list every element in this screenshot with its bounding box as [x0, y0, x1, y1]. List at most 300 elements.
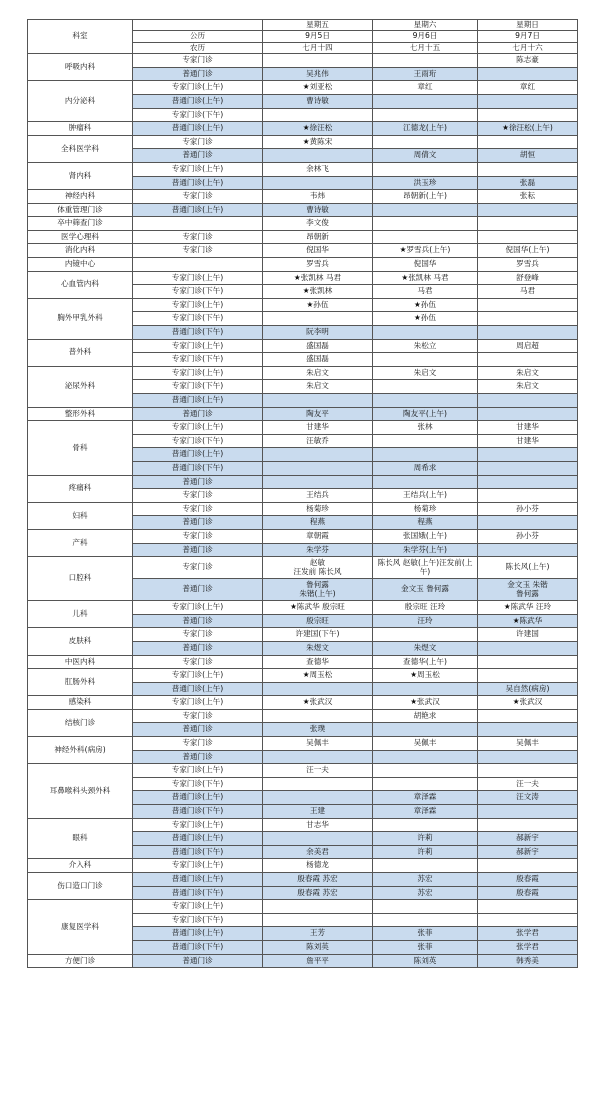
doctor-cell: 吴自然(病房)	[478, 682, 578, 696]
department-name: 呼吸内科	[28, 54, 133, 81]
doctor-cell	[478, 641, 578, 655]
department-name: 肛肠外科	[28, 669, 133, 696]
department-name: 方便门诊	[28, 954, 133, 968]
doctor-cell: 朱启文	[478, 380, 578, 394]
doctor-cell	[373, 434, 478, 448]
table-row	[28, 669, 578, 683]
doctor-cell	[263, 312, 373, 326]
doctor-cell: 张学君	[478, 940, 578, 954]
clinic-type: 专家门诊(下午)	[133, 312, 263, 326]
department-name: 内分泌科	[28, 81, 133, 122]
doctor-cell	[478, 326, 578, 340]
doctor-cell	[373, 326, 478, 340]
doctor-cell	[478, 394, 578, 408]
doctor-cell: 吴兆伟	[263, 67, 373, 81]
department-name: 神经内科	[28, 190, 133, 204]
date-sun: 9月7日	[478, 31, 578, 42]
clinic-type: 普通门诊	[133, 614, 263, 628]
doctor-cell	[478, 298, 578, 312]
clinic-type: 专家门诊	[133, 628, 263, 642]
weekday-sat: 星期六	[373, 20, 478, 31]
doctor-cell	[478, 448, 578, 462]
date-sat: 9月6日	[373, 31, 478, 42]
doctor-cell	[373, 764, 478, 778]
doctor-cell: 程燕	[373, 516, 478, 530]
doctor-cell: 许莉	[373, 845, 478, 859]
lunar-fri: 七月十四	[263, 42, 373, 53]
clinic-type: 专家门诊(下午)	[133, 777, 263, 791]
department-name: 全科医学科	[28, 135, 133, 162]
clinic-type: 专家门诊(上午)	[133, 764, 263, 778]
doctor-cell	[478, 489, 578, 503]
doctor-cell: 甘志华	[263, 818, 373, 832]
doctor-cell	[263, 475, 373, 489]
clinic-type: 普通门诊(上午)	[133, 791, 263, 805]
doctor-cell: 马君	[478, 285, 578, 299]
doctor-cell	[263, 54, 373, 68]
doctor-cell: ★黄陈宋	[263, 135, 373, 149]
clinic-type: 普通门诊	[133, 723, 263, 737]
clinic-type: 普通门诊(下午)	[133, 805, 263, 819]
doctor-cell: 曹诗敏	[263, 203, 373, 217]
doctor-cell: 胡恒	[478, 149, 578, 163]
clinic-type: 普通门诊	[133, 954, 263, 968]
doctor-cell: 苏宏	[373, 886, 478, 900]
table-row	[28, 696, 578, 710]
clinic-type: 普通门诊(下午)	[133, 326, 263, 340]
doctor-cell: ★罗雪兵(上午)	[373, 244, 478, 258]
doctor-cell	[373, 108, 478, 122]
table-row	[28, 258, 578, 272]
doctor-cell: ★张武汉	[373, 696, 478, 710]
department-name: 结核门诊	[28, 709, 133, 736]
doctor-cell: 汪文涛	[478, 791, 578, 805]
table-row	[28, 475, 578, 489]
doctor-cell: 王结兵(上午)	[373, 489, 478, 503]
clinic-type: 专家门诊	[133, 709, 263, 723]
doctor-cell: 殷春霞 苏宏	[263, 886, 373, 900]
department-name: 心血管内科	[28, 271, 133, 298]
doctor-cell	[478, 108, 578, 122]
doctor-cell: 甘建华	[478, 434, 578, 448]
doctor-cell: 昂朝新	[263, 230, 373, 244]
department-name: 胸外甲乳外科	[28, 298, 133, 339]
doctor-cell: ★孙伍	[263, 298, 373, 312]
doctor-cell	[478, 217, 578, 231]
doctor-cell: 张璞	[263, 723, 373, 737]
doctor-cell: 王建	[263, 805, 373, 819]
table-row	[28, 421, 578, 435]
doctor-cell: 陈志豪	[478, 54, 578, 68]
clinic-type: 专家门诊(上午)	[133, 900, 263, 914]
table-row	[28, 271, 578, 285]
doctor-cell: 倪国华(上午)	[478, 244, 578, 258]
table-row	[28, 601, 578, 615]
doctor-cell	[373, 723, 478, 737]
doctor-cell: 张菲	[373, 940, 478, 954]
doctor-cell: 章泽霖	[373, 791, 478, 805]
doctor-cell: 江德龙(上午)	[373, 122, 478, 136]
doctor-cell	[478, 669, 578, 683]
clinic-type: 专家门诊(上午)	[133, 421, 263, 435]
doctor-cell: 孙小芬	[478, 529, 578, 543]
doctor-cell: ★徐汪松	[263, 122, 373, 136]
clinic-type: 专家门诊(上午)	[133, 162, 263, 176]
doctor-cell: ★陈武华	[478, 614, 578, 628]
doctor-cell: ★徐汪松(上午)	[478, 122, 578, 136]
doctor-cell	[478, 764, 578, 778]
doctor-cell: ★陈武华 殷宗旺	[263, 601, 373, 615]
doctor-cell: 朱学芬	[263, 543, 373, 557]
doctor-cell	[478, 135, 578, 149]
table-row	[28, 407, 578, 421]
doctor-cell: 章朝霞	[263, 529, 373, 543]
department-name: 儿科	[28, 601, 133, 628]
doctor-cell: 查德华(上午)	[373, 655, 478, 669]
doctor-cell	[478, 805, 578, 819]
doctor-cell: 陶友平	[263, 407, 373, 421]
doctor-cell: 殷春霞	[478, 873, 578, 887]
doctor-cell	[478, 859, 578, 873]
table-row	[28, 190, 578, 204]
doctor-cell	[478, 516, 578, 530]
doctor-cell: 鲁何露 朱锴(上午)	[263, 579, 373, 601]
doctor-cell	[478, 818, 578, 832]
table-row	[28, 709, 578, 723]
lunar-calendar-label: 农历	[133, 42, 263, 53]
doctor-cell: 詹平平	[263, 954, 373, 968]
table-row	[28, 628, 578, 642]
doctor-cell	[373, 230, 478, 244]
clinic-type: 普通门诊(上午)	[133, 927, 263, 941]
table-row	[28, 764, 578, 778]
doctor-cell: 杨菊珍	[263, 502, 373, 516]
doctor-cell: 余美君	[263, 845, 373, 859]
doctor-cell: 杨德龙	[263, 859, 373, 873]
table-row	[28, 859, 578, 873]
doctor-cell	[373, 162, 478, 176]
table-row	[28, 873, 578, 887]
date-fri: 9月5日	[263, 31, 373, 42]
doctor-cell: 朱启文	[263, 366, 373, 380]
doctor-cell: 张学君	[478, 927, 578, 941]
department-name: 卒中筛查门诊	[28, 217, 133, 231]
table-row	[28, 557, 578, 579]
table-row	[28, 162, 578, 176]
doctor-cell	[373, 353, 478, 367]
doctor-cell: 许建国(下午)	[263, 628, 373, 642]
clinic-type: 专家门诊(上午)	[133, 696, 263, 710]
doctor-cell: 陶友平(上午)	[373, 407, 478, 421]
doctor-cell: 吴佩丰	[478, 737, 578, 751]
doctor-cell: ★刘亚松	[263, 81, 373, 95]
clinic-type: 普通门诊	[133, 543, 263, 557]
doctor-cell: 周倩文	[373, 149, 478, 163]
doctor-cell: 张磊	[478, 176, 578, 190]
doctor-cell: 朱启文	[263, 380, 373, 394]
doctor-cell: 倪国华	[373, 258, 478, 272]
table-row	[28, 244, 578, 258]
doctor-cell: 许建国	[478, 628, 578, 642]
doctor-cell: 殷春霞	[478, 886, 578, 900]
table-row	[28, 122, 578, 136]
department-name: 肾内科	[28, 162, 133, 189]
doctor-cell: ★周玉松	[373, 669, 478, 683]
doctor-cell	[478, 203, 578, 217]
department-name: 疼痛科	[28, 475, 133, 502]
clinic-type: 普通门诊(上午)	[133, 176, 263, 190]
doctor-cell	[373, 750, 478, 764]
clinic-type: 专家门诊(下午)	[133, 353, 263, 367]
lunar-sat: 七月十五	[373, 42, 478, 53]
doctor-cell	[263, 709, 373, 723]
clinic-type: 普通门诊(下午)	[133, 886, 263, 900]
doctor-cell: ★张凯林 马君	[373, 271, 478, 285]
department-name: 内镜中心	[28, 258, 133, 272]
doctor-cell: 汪一夫	[263, 764, 373, 778]
doctor-cell: 章红	[478, 81, 578, 95]
department-name: 康复医学科	[28, 900, 133, 954]
doctor-cell: 舒登峰	[478, 271, 578, 285]
clinic-type: 专家门诊	[133, 557, 263, 579]
clinic-type: 专家门诊	[133, 529, 263, 543]
doctor-cell	[263, 108, 373, 122]
table-row	[28, 230, 578, 244]
table-row	[28, 81, 578, 95]
doctor-cell: 苏宏	[373, 873, 478, 887]
doctor-cell	[263, 913, 373, 927]
doctor-cell: 胡艳求	[373, 709, 478, 723]
table-row	[28, 737, 578, 751]
doctor-cell: ★周玉松	[263, 669, 373, 683]
doctor-cell	[373, 859, 478, 873]
doctor-cell	[263, 149, 373, 163]
doctor-cell: ★张凯林 马君	[263, 271, 373, 285]
doctor-cell: 昂朝新(上午)	[373, 190, 478, 204]
department-name: 泌尿外科	[28, 366, 133, 407]
department-name: 普外科	[28, 339, 133, 366]
clinic-type: 普通门诊	[133, 641, 263, 655]
table-row	[28, 900, 578, 914]
doctor-cell: 章泽霖	[373, 805, 478, 819]
doctor-cell	[263, 750, 373, 764]
table-row	[28, 954, 578, 968]
clinic-type: 普通门诊	[133, 475, 263, 489]
clinic-type: 普通门诊(上午)	[133, 203, 263, 217]
doctor-cell: 陈长风(上午)	[478, 557, 578, 579]
doctor-cell: 陈刘英	[263, 940, 373, 954]
header-row-weekday	[28, 20, 578, 31]
doctor-cell	[373, 628, 478, 642]
doctor-cell: 朱启文	[373, 366, 478, 380]
doctor-cell	[373, 777, 478, 791]
clinic-type: 普通门诊(上午)	[133, 682, 263, 696]
clinic-type: 专家门诊(上午)	[133, 366, 263, 380]
doctor-cell	[263, 682, 373, 696]
doctor-cell: 洪玉珍	[373, 176, 478, 190]
doctor-cell	[263, 461, 373, 475]
doctor-cell	[478, 461, 578, 475]
doctor-cell	[478, 913, 578, 927]
doctor-cell	[478, 67, 578, 81]
doctor-cell	[373, 217, 478, 231]
clinic-type: 专家门诊	[133, 655, 263, 669]
doctor-cell: ★张武汉	[478, 696, 578, 710]
doctor-cell	[373, 54, 478, 68]
doctor-cell: 罗雪兵	[478, 258, 578, 272]
clinic-type: 专家门诊(上午)	[133, 601, 263, 615]
doctor-cell	[373, 203, 478, 217]
doctor-cell: 韦炜	[263, 190, 373, 204]
clinic-type: 普通门诊(上午)	[133, 122, 263, 136]
clinic-type: 专家门诊(上午)	[133, 818, 263, 832]
doctor-cell: 赵敏 汪发前 陈长风	[263, 557, 373, 579]
doctor-cell: 陈刘英	[373, 954, 478, 968]
table-row	[28, 135, 578, 149]
doctor-cell	[478, 655, 578, 669]
doctor-cell: 李文俊	[263, 217, 373, 231]
doctor-cell: 朱煜文	[373, 641, 478, 655]
department-name: 妇科	[28, 502, 133, 529]
clinic-type: 专家门诊(上午)	[133, 859, 263, 873]
department-name: 伤口造口门诊	[28, 873, 133, 900]
doctor-cell	[263, 176, 373, 190]
header-blank	[133, 20, 263, 31]
department-name: 眼科	[28, 818, 133, 859]
department-name: 产科	[28, 529, 133, 556]
clinic-type: 专家门诊(上午)	[133, 81, 263, 95]
doctor-cell: 杨菊珍	[373, 502, 478, 516]
doctor-cell: 韩秀美	[478, 954, 578, 968]
table-row	[28, 217, 578, 231]
doctor-cell	[478, 353, 578, 367]
doctor-cell: ★张武汉	[263, 696, 373, 710]
doctor-cell: 郝新宇	[478, 832, 578, 846]
doctor-cell: 章红	[373, 81, 478, 95]
department-name: 医学心理科	[28, 230, 133, 244]
clinic-type	[133, 217, 263, 231]
doctor-cell	[478, 475, 578, 489]
doctor-cell: ★孙伍	[373, 312, 478, 326]
doctor-cell: 孙小芬	[478, 502, 578, 516]
doctor-cell	[478, 162, 578, 176]
doctor-cell: 金文玉 朱锴 鲁何露	[478, 579, 578, 601]
doctor-cell	[263, 791, 373, 805]
clinic-type: 专家门诊(下午)	[133, 108, 263, 122]
weekday-sun: 星期日	[478, 20, 578, 31]
clinic-type: 普通门诊(上午)	[133, 873, 263, 887]
clinic-type: 专家门诊(上午)	[133, 298, 263, 312]
doctor-cell	[263, 900, 373, 914]
doctor-cell: 陈长风 赵敏(上午)汪发前(上午)	[373, 557, 478, 579]
clinic-type: 专家门诊	[133, 54, 263, 68]
department-name: 体重管理门诊	[28, 203, 133, 217]
doctor-cell	[373, 448, 478, 462]
clinic-type: 普通门诊	[133, 516, 263, 530]
doctor-cell	[263, 777, 373, 791]
department-name: 中医内科	[28, 655, 133, 669]
doctor-cell: 金文玉 鲁何露	[373, 579, 478, 601]
clinic-type: 专家门诊	[133, 244, 263, 258]
doctor-cell	[373, 900, 478, 914]
lunar-sun: 七月十六	[478, 42, 578, 53]
doctor-cell	[478, 900, 578, 914]
doctor-cell: 阮李明	[263, 326, 373, 340]
doctor-cell: 朱煜文	[263, 641, 373, 655]
doctor-cell	[478, 230, 578, 244]
doctor-cell: 张菲	[373, 927, 478, 941]
doctor-cell	[478, 312, 578, 326]
doctor-cell: 殷春霞 苏宏	[263, 873, 373, 887]
clinic-type: 专家门诊	[133, 737, 263, 751]
doctor-cell: 张国娥(上午)	[373, 529, 478, 543]
doctor-cell	[263, 448, 373, 462]
clinic-type: 普通门诊(上午)	[133, 94, 263, 108]
clinic-type: 普通门诊	[133, 750, 263, 764]
clinic-type: 专家门诊(下午)	[133, 380, 263, 394]
doctor-cell	[373, 380, 478, 394]
doctor-cell: 程燕	[263, 516, 373, 530]
doctor-cell: 查德华	[263, 655, 373, 669]
table-row	[28, 298, 578, 312]
doctor-cell: 汪一夫	[478, 777, 578, 791]
doctor-cell: 张耘	[478, 190, 578, 204]
dept-header: 科室	[28, 20, 133, 54]
doctor-cell	[478, 750, 578, 764]
doctor-cell: 王芳	[263, 927, 373, 941]
public-calendar-label: 公历	[133, 31, 263, 42]
doctor-cell	[478, 407, 578, 421]
clinic-type: 专家门诊(下午)	[133, 913, 263, 927]
clinic-type: 普通门诊(下午)	[133, 461, 263, 475]
department-name: 整形外科	[28, 407, 133, 421]
doctor-cell: 朱松立	[373, 339, 478, 353]
doctor-cell: 殷宗旺	[263, 614, 373, 628]
doctor-cell: 王雨珩	[373, 67, 478, 81]
weekday-fri: 星期五	[263, 20, 373, 31]
doctor-cell	[478, 709, 578, 723]
doctor-cell: 殷宗旺 汪玲	[373, 601, 478, 615]
schedule-body	[28, 20, 578, 968]
department-name: 消化内科	[28, 244, 133, 258]
department-name: 神经外科(病房)	[28, 737, 133, 764]
table-row	[28, 366, 578, 380]
clinic-type: 普通门诊(下午)	[133, 845, 263, 859]
clinic-type: 普通门诊(上午)	[133, 832, 263, 846]
clinic-type	[133, 258, 263, 272]
doctor-cell: 甘建华	[478, 421, 578, 435]
clinic-type: 专家门诊	[133, 135, 263, 149]
doctor-cell: 许莉	[373, 832, 478, 846]
doctor-cell: 罗雪兵	[263, 258, 373, 272]
doctor-cell	[478, 94, 578, 108]
doctor-cell: 盛国磊	[263, 339, 373, 353]
department-name: 肿瘤科	[28, 122, 133, 136]
doctor-cell: 曹诗敏	[263, 94, 373, 108]
clinic-type: 专家门诊(下午)	[133, 285, 263, 299]
doctor-cell: 朱启文	[478, 366, 578, 380]
doctor-cell	[373, 682, 478, 696]
doctor-cell	[478, 543, 578, 557]
clinic-type: 专家门诊(上午)	[133, 339, 263, 353]
doctor-cell: ★张凯林	[263, 285, 373, 299]
doctor-cell: ★孙伍	[373, 298, 478, 312]
doctor-cell	[263, 394, 373, 408]
clinic-type: 专家门诊(下午)	[133, 434, 263, 448]
doctor-cell: ★陈武华 汪玲	[478, 601, 578, 615]
doctor-cell: 吴佩丰	[373, 737, 478, 751]
clinic-type: 专家门诊	[133, 230, 263, 244]
